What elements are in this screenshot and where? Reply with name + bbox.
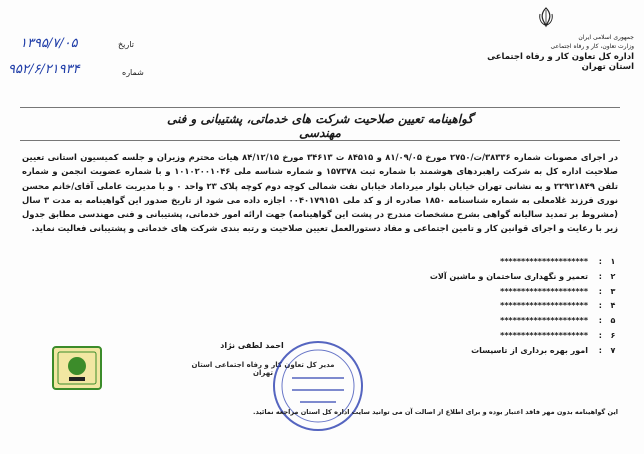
iran-emblem-icon (536, 6, 556, 28)
number-value: ۹۵۲/۶/۲۱۹۳۴ (8, 62, 80, 77)
department-name: اداره کل تعاون کار و رفاه اجتماعی استان تهران (487, 52, 634, 72)
title-bottom-rule (20, 140, 620, 141)
ministry-name: وزارت تعاون، کار و رفاه اجتماعی (550, 43, 634, 50)
title-top-rule (20, 107, 620, 108)
date-label: تاریخ (118, 40, 134, 49)
official-stamp-icon (270, 338, 366, 434)
footer-note: این گواهینامه بدون مهر فاقد اعتبار بوده و برای اطلاع از اصالت آن می توانید سایت اداره کل استان مراجعه نمائید. (253, 408, 618, 416)
list-item: ۲ : تعمیر و نگهداری ساختمان و ماشین آلات (429, 271, 616, 281)
list-item: ۶ : ********************* (500, 330, 616, 340)
signer-name: احمد لطفی نژاد (220, 341, 284, 350)
list-item: ۳ : ********************* (500, 286, 616, 296)
list-item: ۴ : ********************* (500, 301, 616, 311)
certificate-body: در اجرای مصوبات شماره ۳۸۳۳۶/ت/۲۷۵۰ مورخ ۸۱/۰۹/۰۵ و ۸۴۵۱۵ ت ۳۴۶۱۳ مورخ ۸۴/۱۲/۱۵ هیات محترم وزیران و جلسه کمیسیون استانی تعیین صلاحیت اداره کل به شرکت راهبردهای هوشمند با شماره ثبت ۱۵۷۳۷۸ و شماره شناسه ملی ۱۰۱۰۲۰۰۱۰۴۶ و با شماره عضویت انجمن و شماره تلفن ۲۲۹۲۱۸۴۹ و به نشانی تهران خیابان بلوار میرداماد خیابان نفت شمالی کوچه دوم کوچه پلاک ۲۳ واحد ۰ و با مدیریت عاملی آقای/خانم محسن نوری فرزند غلامعلی به شماره شناسنامه ۱۸۵۰ صادره از و کد ملی ۰۰۴۰۱۷۹۱۵۱ اجازه داده می شود از تاریخ صدور این گواهینامه به مدت ۳ سال (مشروط بر تمدید سالیانه گواهی بشرح مشخصات مندرج در پشت این گواهینامه) جهت ارائه امور خدماتی، پشتیبانی و فنی مهندسی مطابق جدول زیر با رعایت و اجرای قوانین کار و تامین اجتماعی و مفاد دستورالعمل تعیین صلاحیت و رتبه بندی شرکت های خدماتی و پشتیبانی فعالیت نماید. (22, 152, 619, 234)
country-name: جمهوری اسلامی ایران (578, 34, 634, 41)
page-title: گواهینامه تعیین صلاحیت شرکت های خدماتی، پشتیبانی و فنی مهندسی (166, 112, 474, 140)
date-value: ۱۳۹۵/۷/۰۵ (20, 36, 78, 51)
number-label: شماره (122, 68, 144, 77)
list-item: ۱ : ********************* (500, 257, 616, 266)
list-item: ۵ : ********************* (500, 316, 616, 326)
number-field (6, 62, 156, 82)
date-field (6, 36, 156, 56)
quality-badge-icon (52, 346, 102, 390)
list-item: ۷ : امور بهره برداری از تاسیسات (471, 345, 616, 355)
activities-list (429, 257, 620, 361)
ministry-header (464, 34, 634, 72)
signer-role: مدیر کل تعاون کار و رفاه اجتماعی استان تهران (191, 361, 335, 377)
